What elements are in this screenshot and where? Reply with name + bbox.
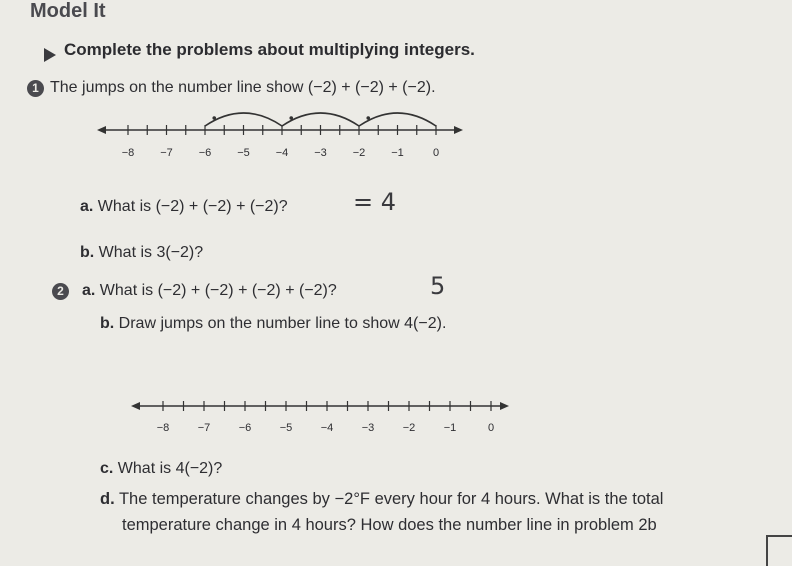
arrow-left-icon: [97, 126, 106, 134]
problem-1a: [80, 198, 288, 216]
problem-1b-text: What is 3(−2)?: [98, 244, 204, 261]
tick-label: −7: [160, 147, 173, 159]
tick-label: −2: [402, 422, 416, 434]
tick-label: −5: [237, 147, 250, 159]
problem-2b-label: b.: [100, 315, 115, 332]
tick-label: −4: [320, 422, 334, 434]
tick-label: −4: [275, 147, 289, 159]
arrow-icon: [44, 48, 56, 62]
tick-label: −6: [238, 422, 252, 434]
problem-2a-label: a.: [82, 282, 96, 299]
number-line-1: [95, 108, 470, 183]
tick-label: −8: [156, 422, 170, 434]
problem-2d-line2: temperature change in 4 hours? How does the number line in problem 2b: [122, 516, 657, 534]
tick-label: −1: [391, 147, 404, 159]
jump-arrowhead: [289, 116, 293, 120]
number-line-2-graphics: [131, 401, 509, 434]
problem-2d: [100, 490, 663, 509]
arrow-right-icon: [500, 402, 509, 410]
problem-2a-answer: 5: [430, 272, 446, 300]
problem-2c-label: c.: [100, 460, 114, 477]
number-line-1-graphics: [97, 113, 463, 159]
tick-label: −7: [197, 422, 211, 434]
tick-label: 0: [487, 422, 495, 434]
jump-arrowhead: [212, 116, 216, 120]
problem-2-badge: 2: [52, 283, 69, 300]
arrow-right-icon: [454, 126, 463, 134]
tick-label: −6: [198, 147, 212, 159]
tick-label: −5: [279, 422, 293, 434]
problem-1b: [80, 244, 203, 262]
problem-1a-answer: = 4: [353, 188, 397, 216]
answer-box-corner: [766, 535, 792, 566]
problem-1b-label: b.: [80, 244, 95, 261]
problem-2c: [100, 460, 222, 478]
problem-1a-text: What is (−2) + (−2) + (−2)?: [97, 198, 288, 215]
problem-2a: [82, 282, 337, 300]
problem-1-prompt: The jumps on the number line show (−2) + (−2) + (−2).: [50, 79, 436, 96]
tick-label: −1: [443, 422, 457, 434]
jump-arc: [205, 113, 282, 126]
problem-1-badge: 1: [27, 80, 44, 97]
arrow-left-icon: [131, 402, 140, 410]
problem-2b: [100, 315, 446, 333]
jump-arc: [359, 113, 436, 126]
model-title: Model It: [30, 0, 106, 22]
number-line-2[interactable]: [125, 375, 520, 435]
instruction-text: Complete the problems about multiplying integers.: [64, 40, 475, 59]
tick-label: 0: [432, 147, 440, 159]
jump-arc: [282, 113, 359, 126]
problem-1a-label: a.: [80, 198, 94, 215]
problem-2c-text: What is 4(−2)?: [117, 460, 223, 477]
tick-label: −8: [121, 147, 135, 159]
tick-label: −2: [352, 147, 366, 159]
problem-2b-text: Draw jumps on the number line to show 4(−2).: [118, 315, 447, 332]
problem-2d-line1: The temperature changes by −2°F every hour for 4 hours. What is the total: [118, 490, 664, 508]
tick-label: −3: [314, 147, 327, 159]
problem-2d-label: d.: [100, 490, 115, 508]
tick-label: −3: [361, 422, 375, 434]
jump-arrowhead: [366, 116, 370, 120]
problem-2a-text: What is (−2) + (−2) + (−2) + (−2)?: [99, 282, 337, 299]
